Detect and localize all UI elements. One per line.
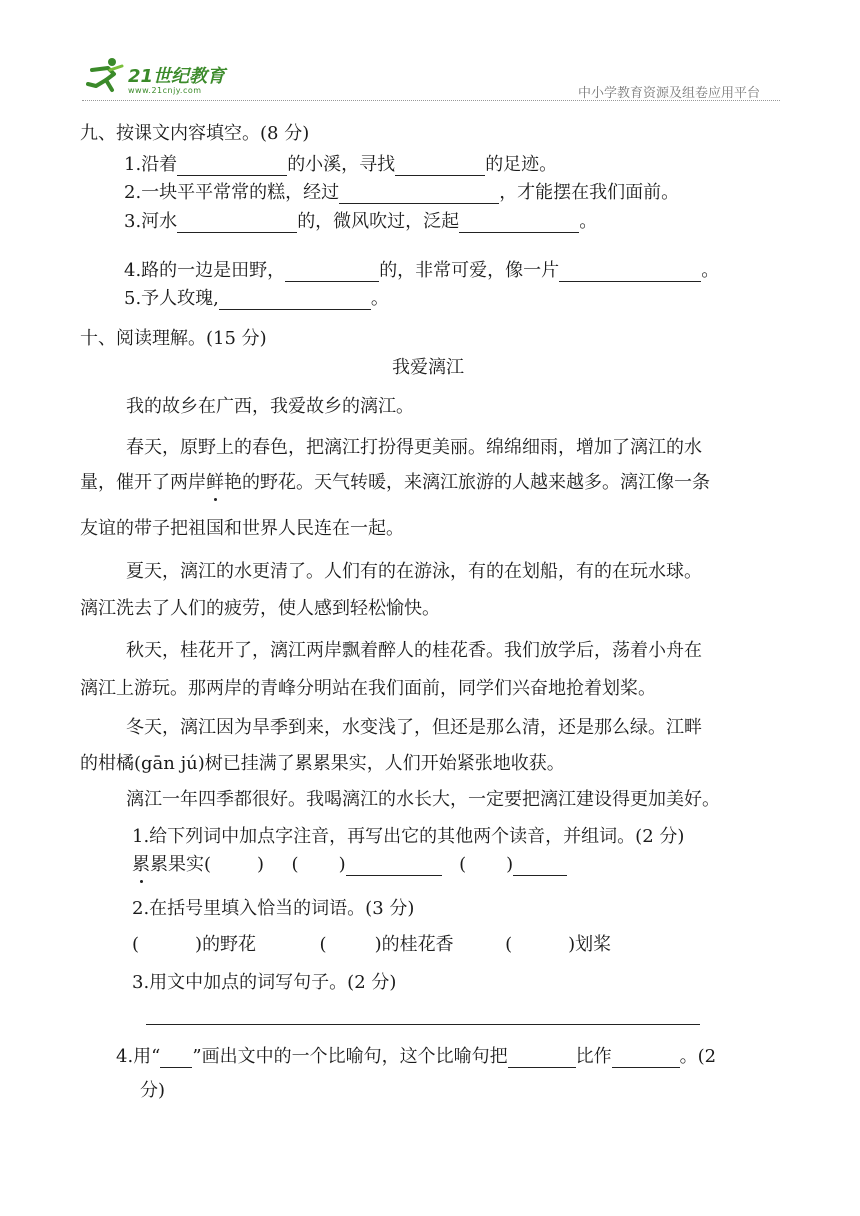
underline-sample [160, 1049, 192, 1068]
passage-line: 漓江上游玩。那两岸的青峰分明站在我们面前，同学们兴奋地抢着划桨。 [80, 678, 656, 699]
answer-blank[interactable] [339, 185, 499, 204]
fill-question-5: 5.予人玫瑰, 。 [124, 288, 389, 309]
reading-question-4: 4.用“ ”画出文中的一个比喻句，这个比喻句把 比作 。(2 [116, 1046, 717, 1067]
answer-blank[interactable] [285, 263, 379, 282]
answer-blank[interactable] [219, 291, 371, 310]
passage-line: 漓江洗去了人们的疲劳，使人感到轻松愉快。 [80, 598, 440, 619]
reading-question-1: 1.给下列词中加点字注音，再写出它的其他两个读音，并组词。(2 分) [132, 826, 685, 847]
passage-paragraph: 冬天，漓江因为旱季到来，水变浅了，但还是那么清，还是那么绿。江畔 [126, 717, 702, 738]
passage-line: 友谊的带子把祖国和世界人民连在一起。 [80, 518, 404, 539]
reading-question-2-answers: ( )的野花 ( )的桂花香 ( )划桨 [132, 934, 612, 955]
dotted-char: 累 [132, 854, 150, 875]
passage-paragraph: 夏天，漓江的水更清了。人们有的在游泳，有的在划船，有的在玩水球。 [126, 561, 702, 582]
fill-question-1: 1.沿着 的小溪，寻找 的足迹。 [124, 154, 558, 175]
logo-url: www.21cnjy.com [128, 86, 202, 95]
reading-question-3: 3.用文中加点的词写句子。(2 分) [132, 972, 397, 993]
answer-blank[interactable] [612, 1049, 680, 1068]
passage-paragraph: 秋天，桂花开了，漓江两岸飘着醉人的桂花香。我们放学后，荡着小舟在 [126, 640, 702, 661]
section-9-title: 九、按课文内容填空。(8 分) [80, 123, 310, 144]
reading-question-4-score: 分) [140, 1080, 166, 1101]
logo-runner-icon [84, 56, 128, 94]
reading-question-2: 2.在括号里填入恰当的词语。(3 分) [132, 898, 415, 919]
section-10-title: 十、阅读理解。(15 分) [80, 328, 267, 349]
answer-blank[interactable] [177, 157, 287, 176]
passage-paragraph: 漓江一年四季都很好。我喝漓江的水长大，一定要把漓江建设得更加美好。 [126, 789, 720, 810]
passage-line: 量，催开了两岸鲜艳的野花。天气转暖，来漓江旅游的人越来越多。漓江像一条 [80, 472, 710, 493]
passage-paragraph: 春天，原野上的春色，把漓江打扮得更美丽。绵绵细雨，增加了漓江的水 [126, 437, 702, 458]
platform-label: 中小学教育资源及组卷应用平台 [578, 86, 761, 101]
answer-blank[interactable] [395, 157, 485, 176]
answer-blank[interactable] [346, 857, 442, 876]
answer-blank[interactable] [177, 214, 297, 233]
reading-question-1-answer: 累累果实( ) ( ) ( ) [132, 854, 567, 876]
answer-blank[interactable] [508, 1049, 576, 1068]
passage-title: 我爱漓江 [392, 357, 464, 378]
passage-line: 的柑橘(gān jú)树已挂满了累累果实，人们开始紧张地收获。 [80, 753, 565, 774]
header-divider [82, 100, 780, 101]
fill-question-2: 2.一块平平常常的糕，经过 ，才能摆在我们面前。 [124, 182, 680, 203]
answer-line[interactable] [146, 1024, 700, 1025]
logo-text: 21世纪教育 [128, 66, 226, 87]
fill-question-3: 3.河水 的，微风吹过，泛起 。 [124, 211, 598, 232]
answer-blank[interactable] [459, 214, 579, 233]
fill-question-4: 4.路的一边是田野， 的，非常可爱，像一片 。 [124, 260, 720, 281]
passage-paragraph: 我的故乡在广西，我爱故乡的漓江。 [126, 396, 414, 417]
dotted-char: 鲜 [206, 472, 224, 493]
answer-blank[interactable] [559, 263, 701, 282]
answer-blank[interactable] [513, 857, 567, 876]
